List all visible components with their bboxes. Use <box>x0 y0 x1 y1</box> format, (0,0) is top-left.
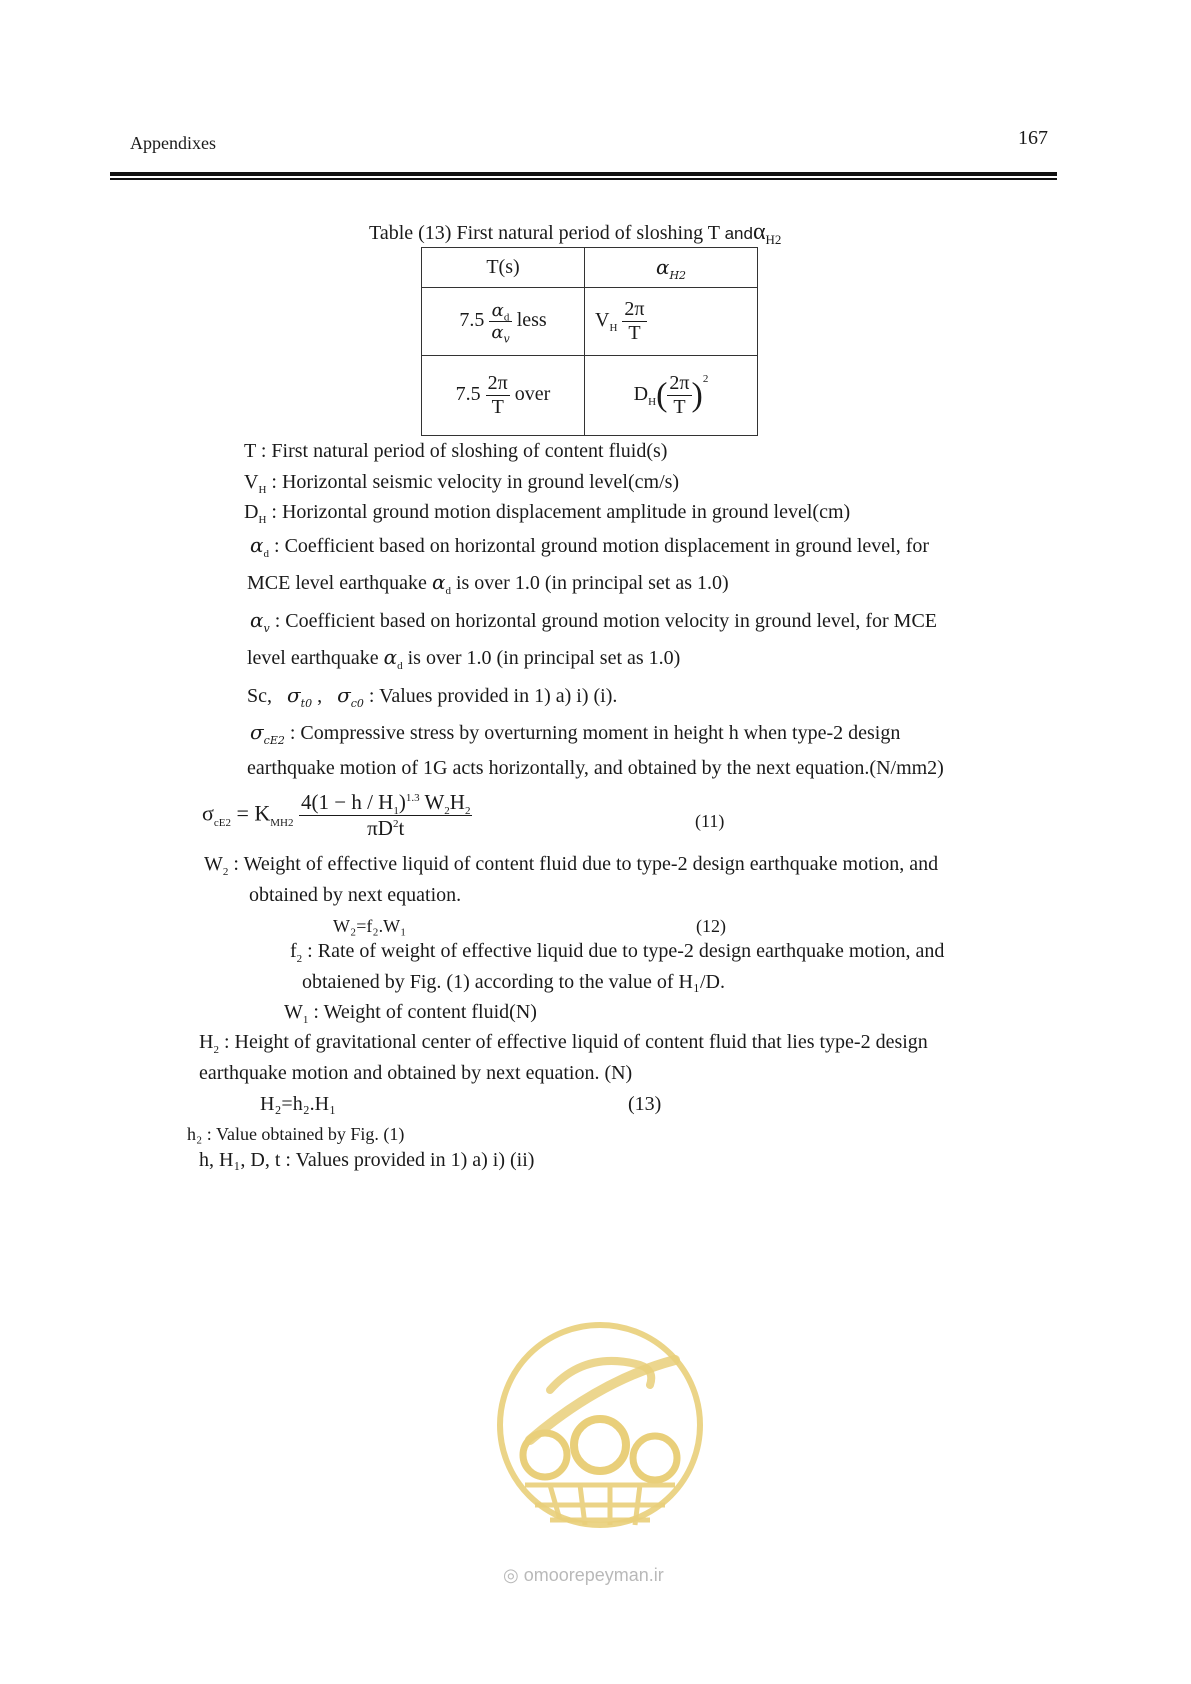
def-h2: h₂ : Value obtained by Fig. (1) <box>187 1124 405 1144</box>
header-rule-thin <box>110 178 1057 180</box>
def-alpha-d: $\alpha_d$ : Coefficient based on horizontal ground motion displacement in ground level, for <box>250 533 930 560</box>
equation-11-label: (11) <box>695 811 725 831</box>
equation-13-label: (13) <box>628 1093 662 1115</box>
row2-alpha: $D_H$( $\frac{2\pi}{T}$ )$^2$ <box>585 356 758 436</box>
watermark-site-label: ◎ omoorepeyman.ir <box>503 1565 664 1585</box>
def-f2-line2: obtaiened by Fig. (1) according to the value of H₁/D. <box>302 971 725 993</box>
col-header-alpha: $\alpha_{H2}$ <box>585 248 758 288</box>
col-header-T: T(s) <box>422 248 585 288</box>
def-VH: $V_H$ : Horizontal seismic velocity in ground level(cm/s) <box>244 471 680 496</box>
def-H2-line2: earthquake motion and obtained by next equation. (N) <box>199 1062 633 1084</box>
equation-13: H₂=h₂.H₁ <box>260 1093 337 1115</box>
sloshing-table <box>421 247 758 436</box>
watermark-logo <box>490 1320 710 1570</box>
equation-12-label: (12) <box>696 916 726 936</box>
equation-12: W₂=f₂.W₁ <box>333 916 407 936</box>
def-alpha-d-line2: MCE level earthquake $\alpha_d$ is over 1.0 (in principal set as 1.0) <box>247 570 729 597</box>
def-W2-line2: obtained by next equation. <box>249 884 462 906</box>
header-rule-thick <box>110 172 1057 176</box>
def-f2: $f_2$ : Rate of weight of effective liquid due to type-2 design earthquake motion, and <box>290 940 945 965</box>
def-alpha-v: $\alpha_v$ : Coefficient based on horizontal ground motion velocity in ground level, for MCE <box>250 608 938 635</box>
running-header: Appendixes <box>130 133 216 153</box>
table-caption: Table (13) First natural period of sloshing T andα$_{H2}$ <box>369 219 782 247</box>
page-number: 167 <box>1018 127 1048 149</box>
row1-period: 7.5 $\frac{\alpha_d}{\alpha_v}$ less <box>422 288 585 356</box>
def-W1: $W_1$ : Weight of content fluid(N) <box>284 1001 537 1026</box>
def-dims: h, H₁, D, t : Values provided in 1) a) i) (ii) <box>199 1149 535 1171</box>
def-H2: $H_2$ : Height of gravitational center of effective liquid of content fluid that lies type-2 design <box>199 1031 928 1056</box>
def-T: T : First natural period of sloshing of content fluid(s) <box>244 440 668 462</box>
def-sigma-ce2-line2: earthquake motion of 1G acts horizontally, and obtained by the next equation.(N/mm2) <box>247 757 944 779</box>
def-sigma-ce2: $\sigma_{cE2}$ : Compressive stress by overturning moment in height h when type-2 design <box>250 720 901 747</box>
def-alpha-v-line2: level earthquake $\alpha_d$ is over 1.0 (in principal set as 1.0) <box>247 645 681 672</box>
def-sc: Sc, $\sigma_{t0}$ , $\sigma_{c0}$ : Values provided in 1) a) i) (i). <box>247 683 618 710</box>
equation-11: $\sigma_{cE2} = K_{MH2}$ $\frac{4(1 - h / H_1)^{1.3} W_2H_2}{\pi D^2t}$ <box>202 790 471 840</box>
row1-alpha: $V_H$ $\frac{2\pi}{T}$ <box>585 288 758 356</box>
row2-period: 7.5 $\frac{2\pi}{T}$ over <box>422 356 585 436</box>
def-DH: $D_H$ : Horizontal ground motion displacement amplitude in ground level(cm) <box>244 501 851 526</box>
def-W2: $W_2$ : Weight of effective liquid of content fluid due to type-2 design earthquake motion, and <box>204 853 939 878</box>
